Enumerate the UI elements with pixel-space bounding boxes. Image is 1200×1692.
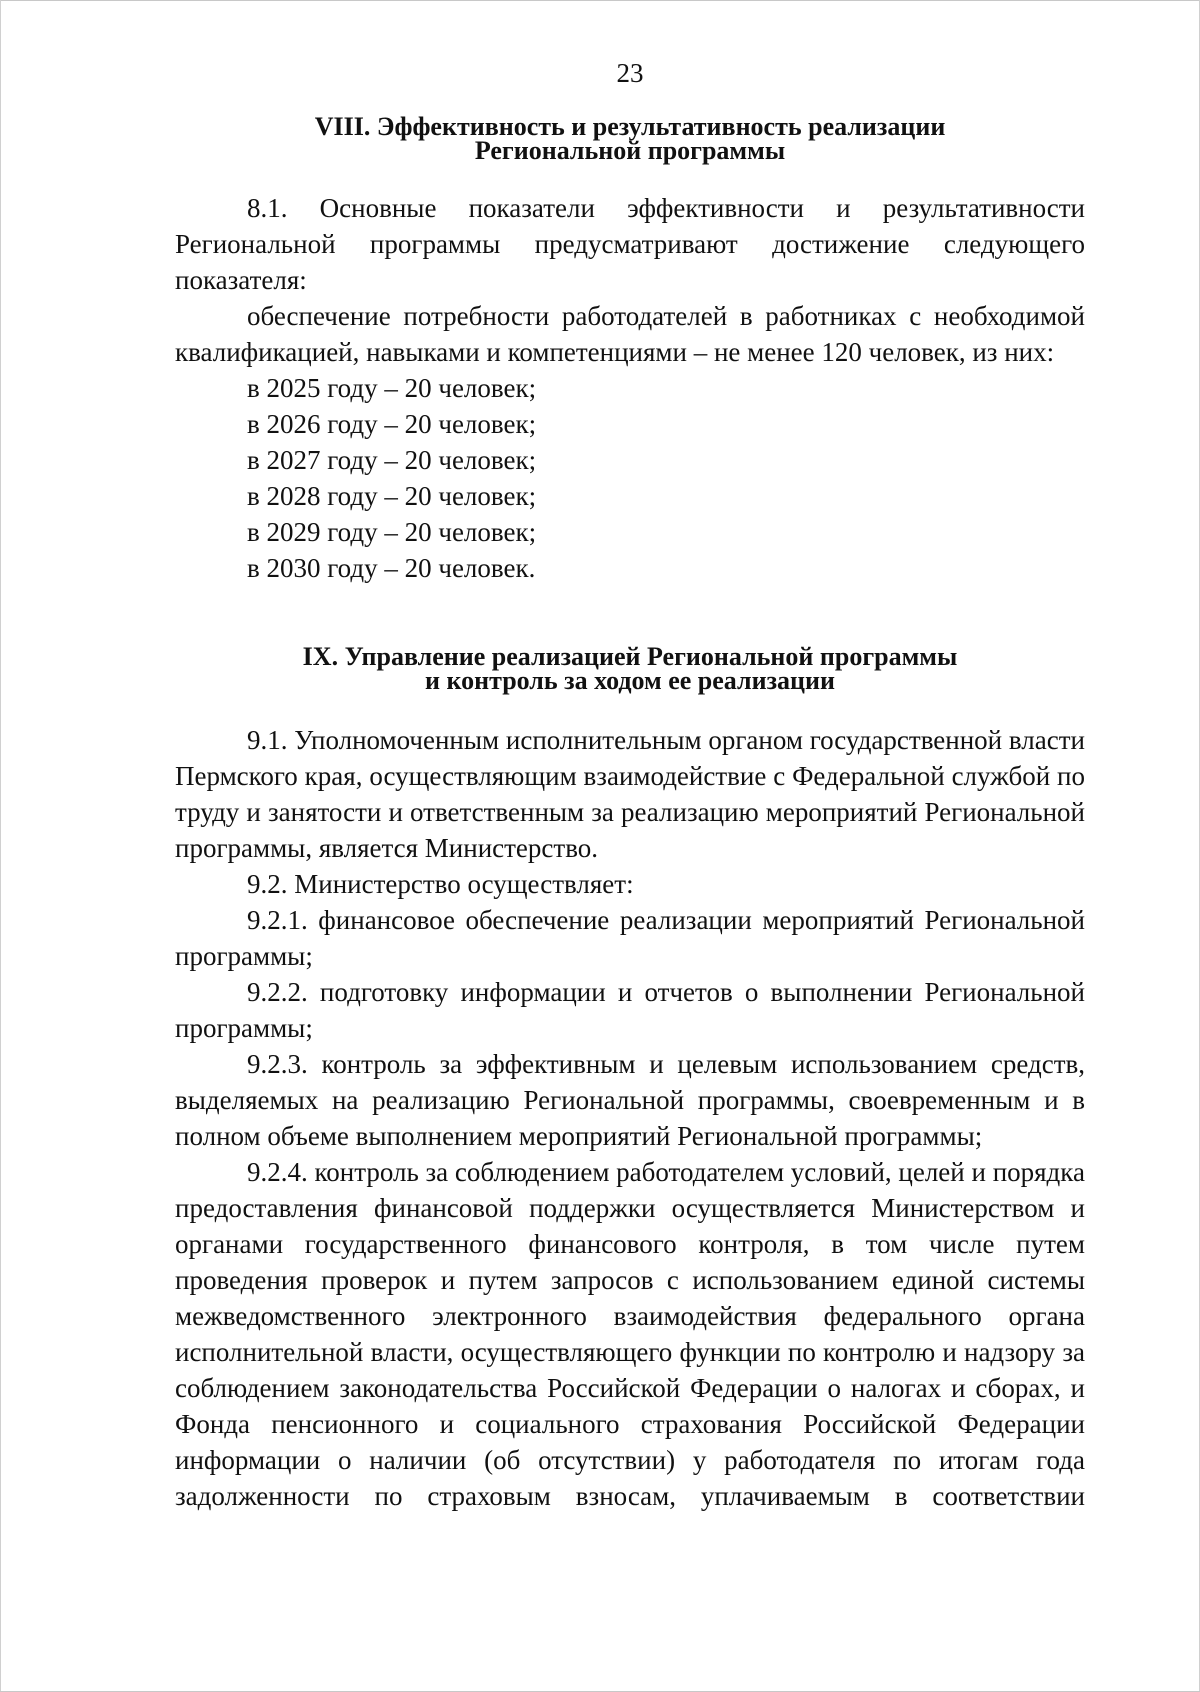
paragraph-9-2: 9.2. Министерство осуществляет: xyxy=(247,869,634,899)
paragraph-9-2-2: 9.2.2. подготовку информации и отчетов о выполнении Региональной программы; xyxy=(175,977,1085,1043)
page-number: 23 xyxy=(616,58,644,88)
paragraph-9-2-4: 9.2.4. контроль за соблюдением работодателем условий, целей и порядка предоставления финансовой поддержки осуществляется Министерством и органами государственного финансового контроля, в том числе путем проведения проверок и путем запросов с использованием единой системы межведомственного электронного взаимодействия федерального органа исполнительной власти, осуществляющего функции по контролю и надзору за соблюдением законодательства Российской Федерации о налогах и сборах, и Фонда пенсионного и социального страхования Российской Федерации информации о наличии (об отсутствии) у работодателя по итогам года задолженности по страховым взносам, уплачиваемым в соответствии xyxy=(175,1157,1085,1511)
paragraph-9-2-1: 9.2.1. финансовое обеспечение реализации мероприятий Региональной программы; xyxy=(175,905,1085,971)
page-edge-left xyxy=(0,0,1,1692)
paragraph-9-1: 9.1. Уполномоченным исполнительным органом государственной власти Пермского края, осуществляющим взаимодействие с Федеральной службой по труду и занятости и ответственным за реализацию мероприятий Региональной программы, является Министерство. xyxy=(175,725,1085,863)
section-9-heading xyxy=(175,642,1085,695)
section-8-heading xyxy=(175,112,1085,165)
year-item-2026: в 2026 году – 20 человек; xyxy=(247,409,537,439)
year-item-2028: в 2028 году – 20 человек; xyxy=(247,481,537,511)
section-8-heading-line2: Региональной программы xyxy=(474,136,786,165)
paragraph-9-2-3: 9.2.3. контроль за эффективным и целевым использованием средств, выделяемых на реализацию Региональной программы, своевременным и в полном объеме выполнением мероприятий Региональной программы; xyxy=(175,1049,1085,1151)
paragraph-8-1: 8.1. Основные показатели эффективности и результативности Региональной программы предусматривают достижение следующего показателя: xyxy=(175,193,1085,295)
year-item-2029: в 2029 году – 20 человек; xyxy=(247,517,537,547)
year-item-2027: в 2027 году – 20 человек; xyxy=(247,445,537,475)
section-8-heading-line1: VIII. Эффективность и результативность реализации xyxy=(314,112,946,141)
year-item-2025: в 2025 году – 20 человек; xyxy=(247,373,537,403)
section-9-body xyxy=(175,722,1085,1514)
year-item-2030: в 2030 году – 20 человек. xyxy=(247,553,536,583)
section-8-body xyxy=(175,190,1085,586)
paragraph-indicator: обеспечение потребности работодателей в работниках с необходимой квалификацией, навыками и компетенциями – не менее 120 человек, из них: xyxy=(175,301,1085,367)
page-edge-top xyxy=(0,0,1200,1)
section-9-heading-line1: IX. Управление реализацией Региональной программы xyxy=(302,642,958,671)
section-9-heading-line2: и контроль за ходом ее реализации xyxy=(425,666,835,695)
